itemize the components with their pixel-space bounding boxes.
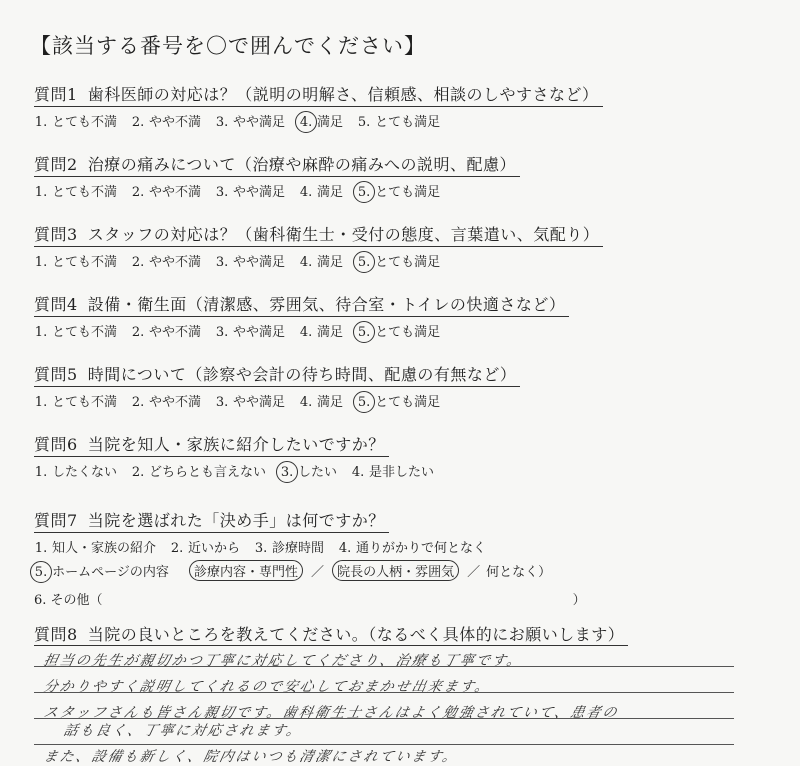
question-text: 歯科医師の対応は？（説明の明解さ、信頼感、相談のしやすさなど） <box>87 85 599 104</box>
slash-separator: ／ <box>311 565 325 580</box>
option-number: 1. <box>34 395 48 410</box>
option-number: 5. <box>357 395 371 410</box>
q7-option-6[interactable] <box>34 593 103 608</box>
option-number: 3. <box>215 255 229 270</box>
option-label: とても満足 <box>375 325 441 340</box>
option-label: とても不満 <box>52 185 118 200</box>
q7-options-row3 <box>34 589 674 608</box>
option-3[interactable] <box>215 181 285 200</box>
question-1 <box>34 82 674 130</box>
option-4[interactable] <box>299 251 343 270</box>
option-2[interactable] <box>131 321 201 340</box>
question-number: 質問5 <box>34 365 78 384</box>
option-1[interactable] <box>34 391 117 410</box>
option-number: 3. <box>215 115 229 130</box>
option-number: 3. <box>254 541 268 556</box>
option-label: 満足 <box>317 255 344 270</box>
question-7-title <box>34 508 389 533</box>
option-label: とても不満 <box>52 325 118 340</box>
question-2-title <box>34 152 520 177</box>
option-2[interactable] <box>131 251 201 270</box>
question-4-title <box>34 292 569 317</box>
option-number: 5. <box>357 115 371 130</box>
handwritten-answer-area[interactable] <box>34 648 734 765</box>
option-number: 3. <box>215 185 229 200</box>
question-text: 治療の痛みについて（治療や麻酔の痛みへの説明、配慮） <box>87 155 517 174</box>
option-label: 満足 <box>317 395 344 410</box>
option-number: 1. <box>34 465 48 480</box>
question-number: 質問6 <box>34 435 78 454</box>
option-number: 1. <box>34 115 48 130</box>
option-label: やや不満 <box>149 115 202 130</box>
answer-options <box>34 391 674 410</box>
option-1[interactable] <box>34 181 117 200</box>
option-2[interactable] <box>131 111 201 130</box>
option-4[interactable] <box>351 461 434 480</box>
option-label: やや満足 <box>233 255 286 270</box>
ruled-line <box>34 744 734 745</box>
option-3-selected[interactable] <box>280 461 337 480</box>
option-5-selected[interactable] <box>357 251 440 270</box>
q7-option-3[interactable] <box>254 537 324 556</box>
option-number: 4. <box>338 541 352 556</box>
answer-options <box>34 461 674 480</box>
option-3[interactable] <box>215 251 285 270</box>
q7-sub-option-content[interactable]: 診療内容・専門性 <box>189 560 303 581</box>
option-label: とても不満 <box>52 395 118 410</box>
option-number: 5. <box>357 325 371 340</box>
option-label: 診療時間 <box>272 541 325 556</box>
option-5[interactable] <box>357 111 440 130</box>
option-number: 1. <box>34 541 48 556</box>
question-3 <box>34 222 674 270</box>
question-7 <box>34 508 674 608</box>
question-number: 質問1 <box>34 85 78 104</box>
option-label: したくない <box>52 465 118 480</box>
option-number: 3. <box>215 325 229 340</box>
option-label: やや満足 <box>233 185 286 200</box>
option-number: 1. <box>34 255 48 270</box>
q7-options-row1 <box>34 537 674 556</box>
option-number: 6. <box>34 593 47 608</box>
option-label: 通りがかりで何となく <box>356 541 487 556</box>
option-number: 2. <box>131 325 145 340</box>
option-label: 近いから <box>188 541 241 556</box>
option-number: 4. <box>299 395 313 410</box>
question-number: 質問4 <box>34 295 78 314</box>
option-number: 2. <box>131 465 145 480</box>
question-6-title <box>34 432 389 457</box>
option-4[interactable] <box>299 181 343 200</box>
handwritten-line-5: また、設備も新しく、院内はいつも清潔にされています。 <box>42 749 461 765</box>
handwritten-line-4: 話も良く、丁寧に対応されます。 <box>62 723 305 739</box>
option-number: 3. <box>280 465 294 480</box>
option-number: 4. <box>299 115 313 130</box>
option-1[interactable] <box>34 251 117 270</box>
option-label: 知人・家族の紹介 <box>52 541 157 556</box>
option-label: 満足 <box>317 325 344 340</box>
q7-option-4[interactable] <box>338 537 486 556</box>
option-number: 4. <box>299 255 313 270</box>
option-label: やや不満 <box>149 185 202 200</box>
option-1[interactable] <box>34 111 117 130</box>
option-number: 2. <box>131 185 145 200</box>
option-label: やや満足 <box>233 115 286 130</box>
option-2[interactable] <box>131 391 201 410</box>
option-3[interactable] <box>215 391 285 410</box>
question-6 <box>34 432 674 480</box>
option-label: やや不満 <box>149 255 202 270</box>
answer-options <box>34 181 674 200</box>
question-text: 時間について（診察や会計の待ち時間、配慮の有無など） <box>87 365 517 384</box>
question-text: 当院を知人・家族に紹介したいですか？ <box>87 435 385 454</box>
option-5-selected[interactable] <box>357 391 440 410</box>
option-label: 満足 <box>317 115 344 130</box>
option-label: とても不満 <box>52 255 118 270</box>
option-1[interactable] <box>34 461 117 480</box>
q7-option-1[interactable] <box>34 537 156 556</box>
option-label: やや不満 <box>149 395 202 410</box>
option-label: とても満足 <box>375 115 441 130</box>
option-label: とても満足 <box>375 255 441 270</box>
option-4[interactable] <box>299 391 343 410</box>
answer-options <box>34 111 674 130</box>
question-text: 当院の良いところを教えてください。（なるべく具体的にお願いします） <box>87 625 625 644</box>
option-4-selected[interactable] <box>299 111 343 130</box>
handwritten-line-1: 担当の先生が親切かつ丁寧に対応してくださり、治療も丁寧です。 <box>42 653 525 669</box>
question-number: 質問8 <box>34 625 78 644</box>
option-label: とても満足 <box>375 185 441 200</box>
answer-options <box>34 321 674 340</box>
option-label: とても満足 <box>375 395 441 410</box>
q7-opt5-close-paren: ） <box>538 565 552 580</box>
option-5-selected[interactable] <box>357 181 440 200</box>
option-2[interactable] <box>131 461 266 480</box>
option-number: 2. <box>131 115 145 130</box>
question-text: 当院を選ばれた「決め手」は何ですか？ <box>87 511 385 530</box>
option-number: 4. <box>299 325 313 340</box>
option-2[interactable] <box>131 181 201 200</box>
option-number: 4. <box>351 465 365 480</box>
option-label: やや不満 <box>149 325 202 340</box>
question-5-title <box>34 362 520 387</box>
q7-option-2[interactable] <box>170 537 240 556</box>
option-number: 5. <box>34 565 48 580</box>
option-label: したい <box>298 465 338 480</box>
option-number: 1. <box>34 325 48 340</box>
handwritten-line-3: スタッフさんも皆さん親切です。歯科衛生士さんはよく勉強されていて、患者の <box>42 705 621 721</box>
option-3[interactable] <box>215 111 285 130</box>
question-2 <box>34 152 674 200</box>
slash-separator: ／ <box>467 565 481 580</box>
question-4 <box>34 292 674 340</box>
option-label: やや満足 <box>233 395 286 410</box>
question-number: 質問3 <box>34 225 78 244</box>
question-8-title <box>34 622 628 646</box>
option-number: 3. <box>215 395 229 410</box>
question-5 <box>34 362 674 410</box>
question-8 <box>34 622 734 646</box>
option-number: 5. <box>357 255 371 270</box>
q7-option-5[interactable] <box>34 561 169 580</box>
option-5-selected[interactable] <box>357 321 440 340</box>
q7-options-row2 <box>34 560 674 581</box>
option-label: とても不満 <box>52 115 118 130</box>
handwritten-line-2: 分かりやすく説明してくれるので安心しておまかせ出来ます。 <box>42 679 493 695</box>
q7-sub-option-somehow[interactable]: 何となく <box>486 565 539 580</box>
page-heading: 【該当する番号を〇で囲んでください】 <box>30 34 426 58</box>
question-text: 設備・衛生面（清潔感、雰囲気、待合室・トイレの快適さなど） <box>87 295 566 314</box>
question-number: 質問7 <box>34 511 78 530</box>
other-close-paren: ） <box>572 593 586 608</box>
option-3[interactable] <box>215 321 285 340</box>
answer-options <box>34 251 674 270</box>
option-number: 1. <box>34 185 48 200</box>
option-label: どちらとも言えない <box>149 465 267 480</box>
option-label: その他（ <box>50 593 103 608</box>
option-number: 2. <box>170 541 184 556</box>
option-label: ホームページの内容 <box>52 565 169 580</box>
option-number: 2. <box>131 255 145 270</box>
question-number: 質問2 <box>34 155 78 174</box>
option-label: 満足 <box>317 185 344 200</box>
question-1-title <box>34 82 603 107</box>
option-label: やや満足 <box>233 325 286 340</box>
option-number: 5. <box>357 185 371 200</box>
option-4[interactable] <box>299 321 343 340</box>
option-number: 4. <box>299 185 313 200</box>
question-3-title <box>34 222 603 247</box>
option-label: 是非したい <box>369 465 435 480</box>
option-number: 2. <box>131 395 145 410</box>
question-text: スタッフの対応は？（歯科衛生士・受付の態度、言葉遣い、気配り） <box>87 225 600 244</box>
q7-sub-option-director[interactable]: 院長の人柄・雰囲気 <box>332 560 459 581</box>
option-1[interactable] <box>34 321 117 340</box>
